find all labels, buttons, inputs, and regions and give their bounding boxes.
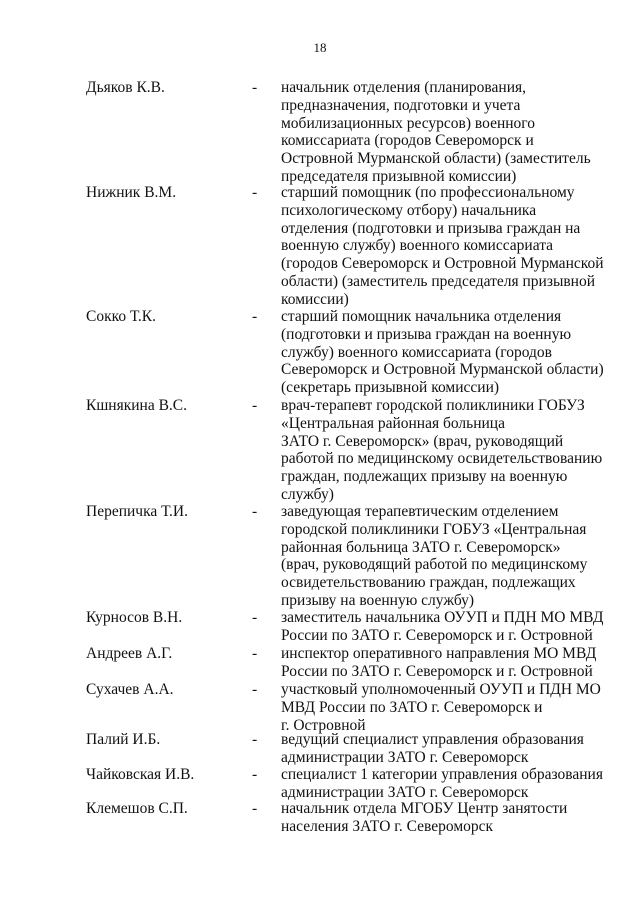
role-line: службу) военного комиссариата (городов	[281, 343, 552, 361]
page-number: 18	[313, 40, 327, 55]
role-line: мобилизационных ресурсов) военного	[281, 114, 536, 132]
member-name: Кшнякина В.С.	[86, 397, 187, 414]
role-line: инспектор оперативного направления МО МВД	[281, 645, 597, 662]
member-dash: -	[252, 645, 258, 662]
role-line: (врач, руководящий работой по медицинскому	[281, 556, 588, 574]
role-line: граждан, подлежащих призыву на военную	[281, 468, 568, 486]
member-role	[281, 609, 611, 645]
role-line: освидетельствованию граждан, подлежащих	[281, 574, 576, 592]
role-line: России по ЗАТО г. Североморск и г. Островной	[281, 662, 593, 680]
role-line: заместитель начальника ОУУП и ПДН МО МВД	[281, 609, 604, 626]
member-name: Нижник В.М.	[86, 184, 177, 201]
role-line: (секретарь призывной комиссии)	[281, 379, 500, 397]
role-line: психологическому отбору) начальника	[281, 201, 537, 219]
role-line: врач-терапевт городской поликлиники ГОБУЗ	[281, 397, 585, 414]
role-line: заведующая терапевтическим отделением	[281, 503, 559, 520]
member-role	[281, 503, 611, 610]
member-dash: -	[252, 308, 258, 325]
role-line: администрации ЗАТО г. Североморск	[281, 748, 529, 766]
role-line: Североморск и Островной Мурманской области)	[281, 361, 604, 379]
role-line: председателя призывной комиссии)	[281, 167, 517, 185]
role-line: специалист 1 категории управления образования	[281, 766, 603, 783]
member-name: Перепичка Т.И.	[86, 503, 188, 520]
role-line: отделения (подготовки и призыва граждан на	[281, 219, 581, 237]
role-line: области) (заместитель председателя призывной	[281, 272, 596, 290]
role-line: (подготовки и призыва граждан на военную	[281, 325, 572, 343]
role-line: Островной Мурманской области) (заместитель	[281, 150, 591, 168]
role-line: городской поликлиники ГОБУЗ «Центральная	[281, 520, 587, 538]
member-role	[281, 397, 611, 504]
role-line: предназначения, подготовки и учета	[281, 96, 521, 114]
member-role	[281, 731, 611, 767]
member-role	[281, 681, 611, 734]
member-dash: -	[252, 731, 258, 748]
role-line: ЗАТО г. Североморск» (врач, руководящий	[281, 432, 564, 450]
role-line: комиссариата (городов Североморск и	[281, 132, 534, 150]
role-line: службу)	[281, 485, 334, 503]
role-line: комиссии)	[281, 290, 349, 308]
role-line: МВД России по ЗАТО г. Североморск и	[281, 698, 543, 716]
role-line: населения ЗАТО г. Североморск	[281, 817, 494, 835]
member-role	[281, 184, 611, 309]
member-name: Дьяков К.В.	[86, 79, 165, 96]
member-name: Сокко Т.К.	[86, 308, 156, 325]
member-dash: -	[252, 766, 258, 783]
member-role	[281, 800, 611, 836]
member-role	[281, 645, 611, 681]
role-line: начальник отдела МГОБУ Центр занятости	[281, 800, 568, 817]
member-name: Палий И.Б.	[86, 731, 161, 748]
member-name: Чайковская И.В.	[86, 766, 195, 783]
role-line: России по ЗАТО г. Североморск и г. Островной	[281, 626, 593, 644]
member-name: Клемешов С.П.	[86, 800, 188, 817]
role-line: участковый уполномоченный ОУУП и ПДН МО	[281, 681, 601, 698]
member-dash: -	[252, 609, 258, 626]
role-line: г. Островной	[281, 716, 366, 734]
role-line: старший помощник начальника отделения	[281, 308, 562, 325]
role-line: призыву на военную службу)	[281, 591, 475, 609]
member-dash: -	[252, 184, 258, 201]
role-line: военную службу) военного комиссариата	[281, 237, 554, 255]
member-dash: -	[252, 800, 258, 817]
member-dash: -	[252, 503, 258, 520]
member-dash: -	[252, 79, 258, 96]
member-role	[281, 766, 611, 802]
role-line: администрации ЗАТО г. Североморск	[281, 783, 529, 801]
member-name: Андреев А.Г.	[86, 645, 173, 662]
member-role	[281, 308, 611, 397]
member-name: Сухачев А.А.	[86, 681, 174, 698]
member-name: Курносов В.Н.	[86, 609, 183, 626]
member-dash: -	[252, 681, 258, 698]
role-line: начальник отделения (планирования,	[281, 79, 527, 96]
role-line: (городов Североморск и Островной Мурманской	[281, 255, 604, 273]
role-line: районная больница ЗАТО г. Североморск»	[281, 538, 561, 556]
role-line: работой по медицинскому освидетельствованию	[281, 450, 603, 468]
member-role	[281, 79, 611, 186]
role-line: старший помощник (по профессиональному	[281, 184, 575, 201]
role-line: ведущий специалист управления образования	[281, 731, 584, 748]
role-line: «Центральная районная больница	[281, 414, 505, 432]
member-dash: -	[252, 397, 258, 414]
